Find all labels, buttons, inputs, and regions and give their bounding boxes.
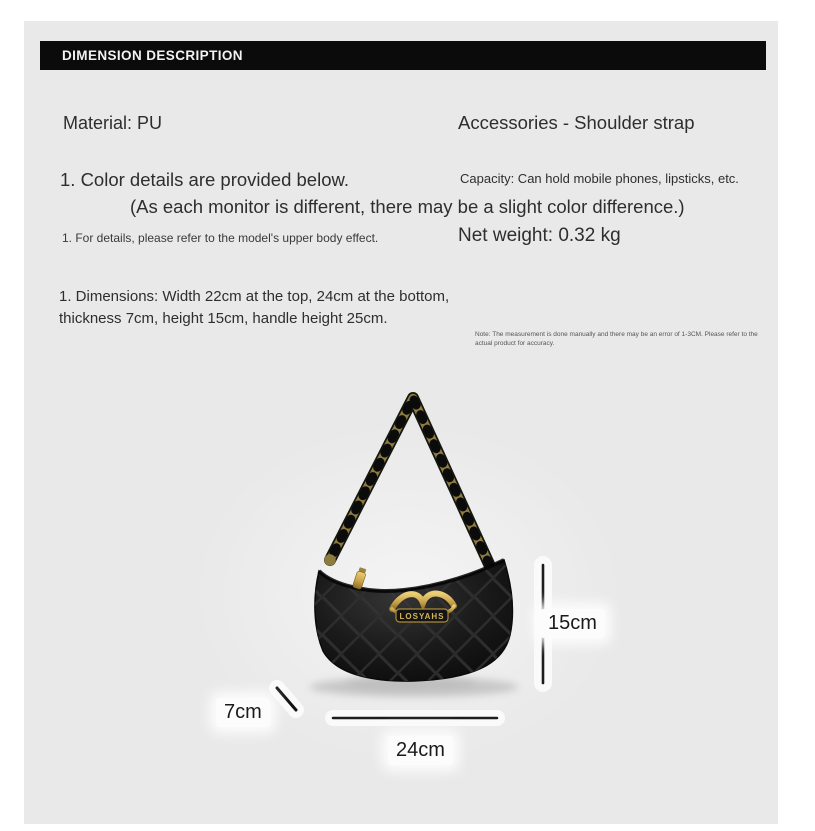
measurement-disclaimer: Note: The measurement is done manually and there may be an error of 1-3CM. Please refer to the actual product for accuracy.	[475, 331, 758, 347]
accessories-text: Accessories - Shoulder strap	[458, 112, 695, 133]
section-title: DIMENSION DESCRIPTION	[62, 48, 243, 63]
material-text: Material: PU	[63, 113, 163, 133]
description-card	[24, 21, 778, 824]
model-effect-note: 1. For details, please refer to the model's upper body effect.	[62, 231, 379, 245]
color-details-line: 1. Color details are provided below.	[60, 169, 349, 190]
dimensions-text: 1. Dimensions: Width 22cm at the top, 24cm at the bottom, thickness 7cm, height 15cm, handle height 25cm.	[59, 288, 450, 327]
capacity-text: Capacity: Can hold mobile phones, lipsticks, etc.	[460, 171, 739, 186]
height-dimension-label: 15cm	[540, 609, 605, 638]
net-weight-text: Net weight: 0.32 kg	[458, 225, 621, 246]
thickness-dimension-label: 7cm	[216, 698, 270, 727]
width-dimension-label: 24cm	[388, 736, 453, 765]
brand-name-text: LOSYAHS	[399, 612, 445, 621]
monitor-note-line: (As each monitor is different, there may be a slight color difference.)	[130, 196, 685, 217]
section-header-bar	[40, 41, 766, 70]
